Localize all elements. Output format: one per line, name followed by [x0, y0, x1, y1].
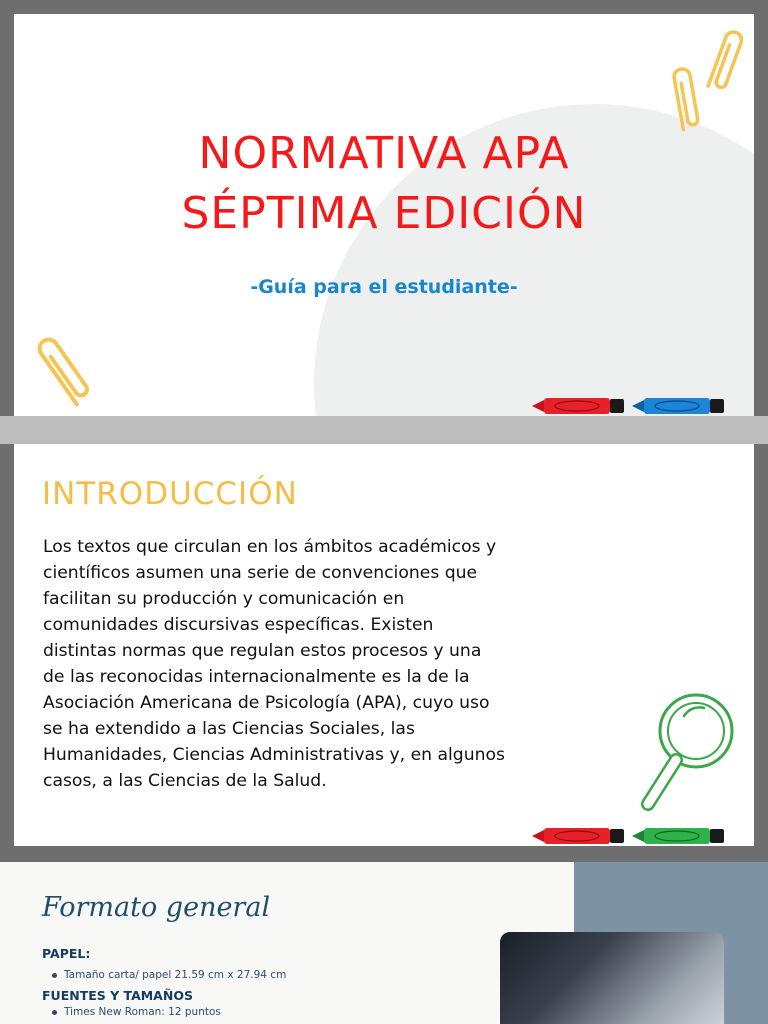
paperclip-icon	[28, 324, 98, 414]
cover-title-line1: NORMATIVA APA	[198, 128, 570, 179]
paragraph-line: comunidades discursivas específicas. Existen	[43, 615, 434, 635]
paperclip-icon	[664, 59, 704, 139]
cover-title-line2: SÉPTIMA EDICIÓN	[181, 188, 587, 239]
magnifier-icon	[626, 686, 736, 816]
red-marker-icon	[532, 824, 628, 846]
paper-label: PAPEL:	[42, 946, 91, 961]
format-title: Formato general	[42, 892, 271, 923]
paragraph-line: facilitan su producción y comunicación en	[43, 589, 405, 609]
blue-marker-icon	[632, 394, 728, 416]
paper-item-text: Tamaño carta/ papel 21.59 cm x 27.94 cm	[64, 969, 287, 981]
intro-paragraph	[43, 534, 673, 794]
intro-title: INTRODUCCIÓN	[42, 476, 298, 512]
bullet-icon	[52, 973, 57, 978]
fonts-item-text: Times New Roman: 12 puntos	[64, 1006, 221, 1018]
paragraph-line: Humanidades, Ciencias Administrativas y, en algunos	[43, 745, 505, 765]
bullet-icon	[52, 1010, 57, 1015]
paper-item	[52, 969, 286, 981]
laptop-photo	[500, 932, 724, 1024]
green-marker-icon	[632, 824, 728, 846]
paragraph-line: se ha extendido a las Ciencias Sociales, las	[43, 719, 415, 739]
paragraph-line: científicos asumen una serie de convenciones que	[43, 563, 478, 583]
paragraph-line: de las reconocidas internacionalmente es la de la	[43, 667, 470, 687]
slide-introduction	[14, 444, 754, 846]
fonts-item	[52, 1006, 221, 1018]
paragraph-line: casos, a las Ciencias de la Salud.	[43, 771, 327, 791]
paragraph-line: Los textos que circulan en los ámbitos académicos y	[43, 537, 497, 557]
slide-format	[0, 862, 768, 1024]
fonts-label: FUENTES Y TAMAÑOS	[42, 988, 193, 1003]
paragraph-line: distintas normas que regulan estos procesos y una	[43, 641, 482, 661]
paragraph-line: Asociación Americana de Psicología (APA), cuyo uso	[43, 693, 490, 713]
paperclip-icon	[704, 20, 744, 100]
red-marker-icon	[532, 394, 628, 416]
slide-cover	[14, 14, 754, 416]
slide-gap	[0, 416, 768, 444]
cover-subtitle: -Guía para el estudiante-	[250, 276, 518, 298]
